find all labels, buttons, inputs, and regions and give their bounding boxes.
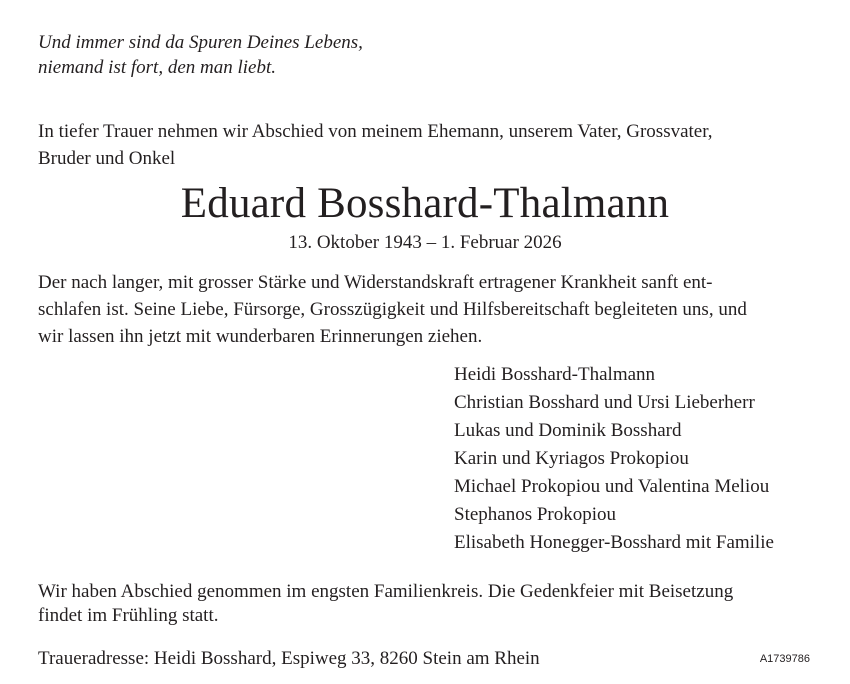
intro-paragraph	[38, 118, 818, 172]
closing-paragraph	[38, 580, 828, 628]
intro-line: In tiefer Trauer nehmen wir Abschied von meinem Ehemann, unserem Vater, Grossvater,	[38, 121, 713, 142]
motto-line: Und immer sind da Spuren Deines Lebens,	[38, 32, 363, 53]
intro-line: Bruder und Onkel	[38, 148, 176, 169]
life-dates: 13. Oktober 1943 – 1. Februar 2026	[288, 232, 562, 253]
closing-line: Wir haben Abschied genommen im engsten Familienkreis. Die Gedenkfeier mit Beisetzung	[38, 581, 734, 602]
mourners-list	[454, 361, 834, 557]
mourner-name: Lukas und Dominik Bosshard	[454, 420, 682, 441]
reference-code: A1739786	[759, 653, 810, 665]
motto-quote	[38, 30, 758, 80]
mourner-name: Christian Bosshard und Ursi Lieberherr	[454, 392, 755, 413]
mourner-name: Karin und Kyriagos Prokopiou	[454, 448, 689, 469]
message-line: Der nach langer, mit grosser Stärke und Widerstandskraft ertragener Krankheit sanft ent-	[38, 272, 713, 293]
motto-line: niemand ist fort, den man liebt.	[38, 57, 277, 78]
deceased-name: Eduard Bosshard-Thalmann	[180, 180, 670, 227]
message-line: wir lassen ihn jetzt mit wunderbaren Erinnerungen ziehen.	[38, 326, 483, 347]
mourner-name: Michael Prokopiou und Valentina Meliou	[454, 476, 770, 497]
message-line: schlafen ist. Seine Liebe, Fürsorge, Grosszügigkeit und Hilfsbereitschaft begleiteten uns, und	[38, 299, 747, 320]
mourner-name: Elisabeth Honegger-Bosshard mit Familie	[454, 532, 774, 553]
mourner-name: Heidi Bosshard-Thalmann	[454, 364, 656, 385]
message-paragraph	[38, 269, 828, 350]
mourner-name: Stephanos Prokopiou	[454, 504, 617, 525]
mourning-address: Traueradresse: Heidi Bosshard, Espiweg 33, 8260 Stein am Rhein	[38, 648, 540, 669]
closing-line: findet im Frühling statt.	[38, 605, 219, 626]
